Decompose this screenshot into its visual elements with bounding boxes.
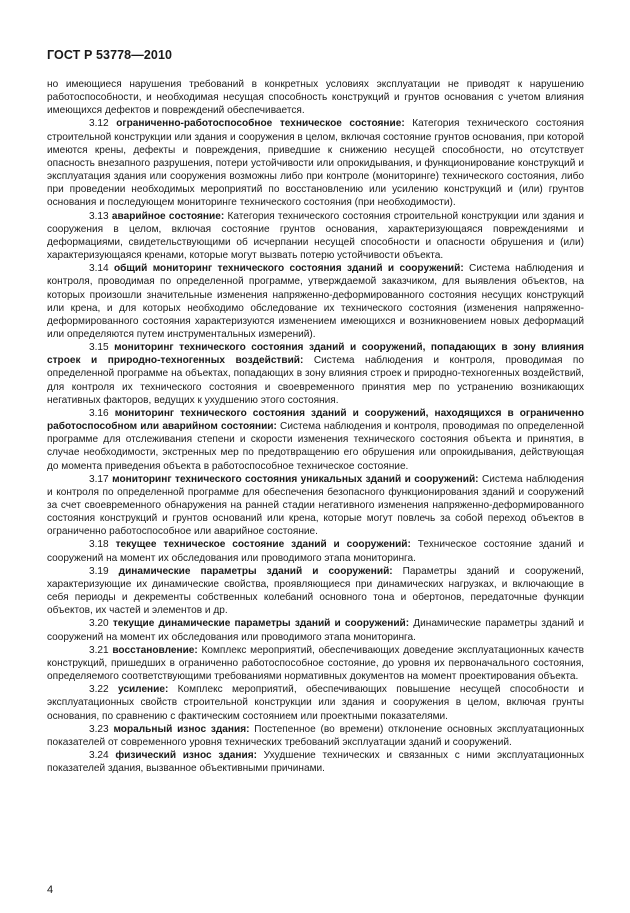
- clause-number: 3.16: [89, 407, 109, 419]
- clause-number: 3.14: [89, 263, 109, 275]
- defined-term: восстановление:: [112, 644, 198, 656]
- definition-3-22: [47, 683, 584, 722]
- definition-3-13: [47, 210, 584, 263]
- defined-term: мониторинг технического состояния зданий и сооружений, попадающих в зону влияния строек и природно-техногенных воздействий:: [47, 342, 584, 367]
- definition-3-15: [47, 341, 584, 407]
- defined-term: текущее техническое состояние зданий и сооружений:: [115, 539, 411, 551]
- defined-term: моральный износ здания:: [113, 723, 250, 735]
- definition-text: Параметры зданий и сооружений, характеризующие их динамические свойства, проявляющиеся при динамических нагрузках, и включающие в себя периоды и декременты собственных колебаний основного тона и обертонов, передаточные функции объектов, их частей и элементов и др.: [47, 565, 584, 617]
- defined-term: мониторинг технического состояния зданий и сооружений, находящихся в ограниченно работоспособном или аварийном состоянии:: [47, 407, 584, 433]
- clause-number: 3.23: [89, 723, 109, 735]
- definition-text: Система наблюдения и контроля по определенной программе для обеспечения безопасного функционирования зданий и сооружений за счет своевременного обнаружения на ранней стадии негативного изменения напряженно-деформированного состояния конструкций и грунтов оснований или крена, которые могут повлечь за собой переход объектов в ограниченно работоспособное или аварийное состояние.: [47, 473, 584, 538]
- definition-text: Техническое состояние зданий и сооружений на момент их обследования или проводимого этапа мониторинга.: [47, 539, 585, 564]
- definition-3-12: [47, 117, 584, 209]
- clause-number: 3.20: [89, 618, 109, 630]
- definition-text: Система наблюдения и контроля, проводимая по определенной программе, утверждаемой заказчиком, для выявления объектов, на которых произошли значительные изменения напряженно-деформированного состояния несущих конструкций или крена, и для которых необходимо обследование их технического состояния (изменения напряженно-деформированного состояния характеризуются изменением имеющихся и возникновением новых деформаций или определяются путем инструментальных измерений).: [47, 263, 584, 340]
- definition-text: Комплекс мероприятий, обеспечивающих доведение эксплуатационных качеств конструкций, пришедших в ограниченно работоспособное состояние, до уровня их первоначального состояния, определяемого соответствующими требованиями нормативных документов на момент проектирования объекта.: [47, 644, 584, 683]
- definition-text: Ухудшение технических и связанных с ними эксплуатационных показателей здания, вызванное объективными причинами.: [47, 749, 584, 775]
- defined-term: общий мониторинг технического состояния зданий и сооружений:: [114, 263, 464, 275]
- defined-term: усиление:: [117, 684, 169, 696]
- definition-text: Постепенное (во времени) отклонение основных эксплуатационных показателей от современного уровня технических требований эксплуатации зданий и сооружений.: [47, 723, 584, 748]
- definition-3-14: [47, 262, 584, 341]
- defined-term: ограниченно-работоспособное техническое состояние:: [116, 118, 405, 130]
- clause-number: 3.21: [89, 644, 109, 656]
- definition-3-20: [47, 617, 584, 643]
- clause-number: 3.17: [89, 473, 109, 485]
- standard-header: ГОСТ Р 53778—2010: [47, 48, 173, 62]
- defined-term: физический износ здания:: [115, 749, 257, 761]
- defined-term: мониторинг технического состояния уникальных зданий и сооружений:: [112, 473, 479, 485]
- clause-number: 3.24: [89, 749, 109, 761]
- definition-3-23: [47, 723, 584, 749]
- definition-text: Категория технического состояния строительной конструкции или здания и сооружения в целом, включая состояние грунтов основания, характеризующаяся повреждениями и деформациями, свидетельствующими об исчерпании несущей способности и опасности обрушения и (или) характеризующаяся кренами, которые могут вызвать потерю устойчивости объекта.: [47, 210, 584, 262]
- definition-3-16: [47, 407, 584, 473]
- definition-3-17: [47, 473, 584, 539]
- clause-number: 3.12: [89, 118, 109, 130]
- definition-text: Динамические параметры зданий и сооружений на момент их обследования или проводимого этапа мониторинга.: [47, 618, 584, 643]
- defined-term: аварийное состояние:: [111, 210, 225, 222]
- clause-number: 3.13: [89, 210, 109, 222]
- definition-text: Категория технического состояния строительной конструкции или здания и сооружения в целом, включая состояние грунтов основания, при которой имеются крены, дефекты и повреждения, приведшие к снижению несущей способности, но отсутствует опасность внезапного разрушения, потери устойчивости или опрокидывания, и функционирование конструкций и эксплуатация здания или сооружения возможны либо при контроле (мониторинге) технического состояния, либо при проведении необходимых мероприятий по восстановлению или усилению конструкций и (или) грунтов основания и последующем мониторинге технического состояния (при необходимости).: [47, 118, 584, 209]
- clause-number: 3.15: [89, 342, 109, 354]
- definition-3-24: [47, 749, 584, 775]
- definition-3-19: [47, 565, 584, 618]
- intro-paragraph: но имеющиеся нарушения требований в конкретных условиях эксплуатации не приводят к нарушению работоспособности, и необходимая несущая способность конструкций и грунтов основания с учетом влияния имеющихся дефектов и повреждений обеспечивается.: [47, 79, 584, 117]
- document-body: [47, 78, 584, 775]
- defined-term: динамические параметры зданий и сооружений:: [118, 565, 393, 577]
- definition-text: Комплекс мероприятий, обеспечивающих повышение несущей способности и эксплуатационных свойств строительной конструкции или здания и сооружения в целом, включая грунты основания, по сравнению с фактическим состоянием или проектными показателями.: [47, 684, 584, 722]
- definition-3-18: [47, 538, 584, 564]
- clause-number: 3.22: [89, 684, 109, 696]
- definition-text: Система наблюдения и контроля, проводимая по определенной программе для отслеживания степени и скорости изменения технического состояния объекта и принятия, в случае необходимости, экстренных мер по предотвращению его обрушения или опрокидывания, действующая до момента приведения объекта в работоспособное техническое состояние.: [47, 421, 584, 472]
- page-number: 4: [47, 884, 54, 896]
- defined-term: текущие динамические параметры зданий и сооружений:: [112, 618, 410, 630]
- definition-3-21: [47, 644, 584, 683]
- clause-number: 3.19: [89, 565, 109, 577]
- definition-text: Система наблюдения и контроля, проводимая по определенной программе на объектах, попадающих в зону влияния строек и природно-техногенных воздействий, для контроля их технического состояния и своевременного принятия мер по устранению возникающих негативных факторов, ведущих к ухудшению этого состояния.: [47, 355, 584, 406]
- clause-number: 3.18: [89, 539, 109, 551]
